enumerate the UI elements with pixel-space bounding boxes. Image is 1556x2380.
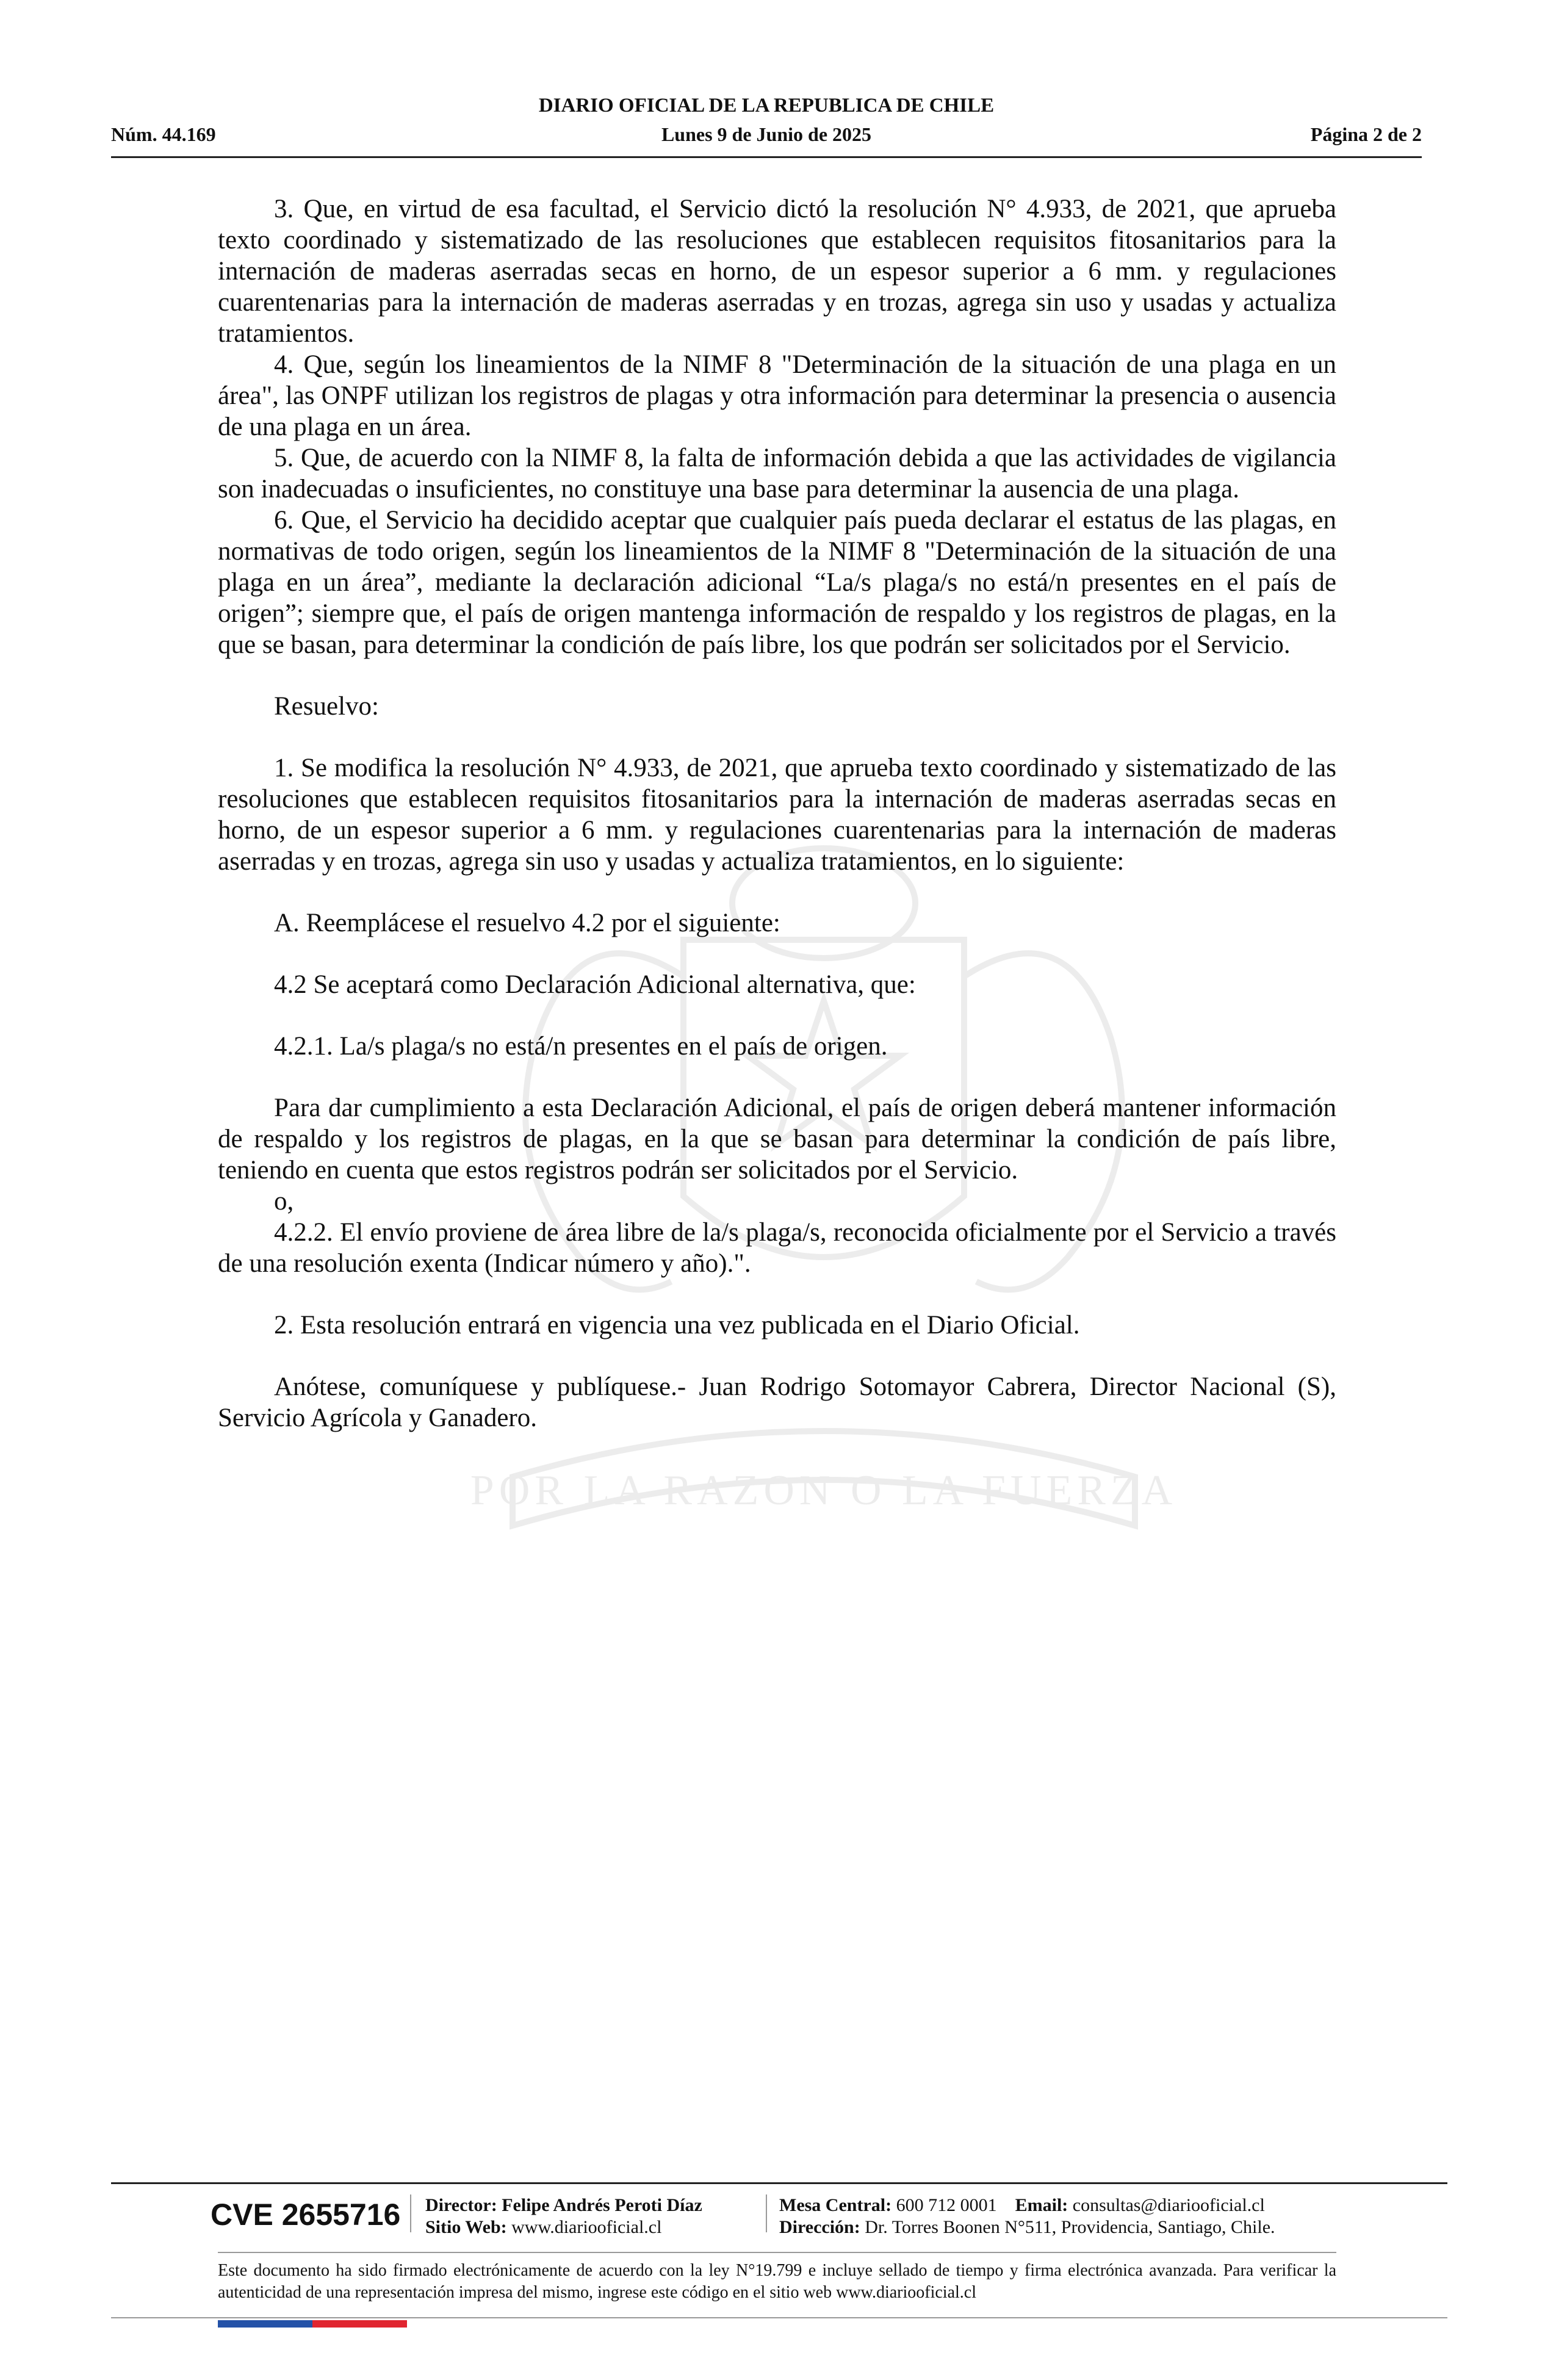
- paragraph-considerando-3: 3. Que, en virtud de esa facultad, el Servicio dictó la resolución N° 4.933, de 2021, que aprueba texto coordinado y sistematizado de las resoluciones que establecen requisitos fitosanitarios para la internación de maderas aserradas secas en horno, de un espesor superior a 6 mm. y regulaciones cuarentenarias para la internación de maderas aserradas y en trozas, agrega sin uso y usadas y actualiza tratamientos.: [218, 195, 1336, 348]
- resolution-item-1: 1. Se modifica la resolución N° 4.933, de 2021, que aprueba texto coordinado y sistematizado de las resoluciones que establecen requisitos fitosanitarios para la internación de maderas aserradas secas en horno, de un espesor superior a 6 mm. y regulaciones cuarentenarias para la internación de maderas aserradas y en trozas, agrega sin uso y usadas y actualiza tratamientos, en lo siguiente:: [218, 754, 1336, 876]
- page-indicator: Página 2 de 2: [1310, 123, 1422, 145]
- item-4-2-2-text: 4.2.2. El envío proviene de área libre de la/s plaga/s, reconocida oficialmente por el Servicio a través de una resolución exenta (Indicar número y año).".: [218, 1218, 1336, 1278]
- email-label: Email:: [1015, 2195, 1068, 2215]
- paragraph-considerando-4: 4. Que, según los lineamientos de la NIMF 8 "Determinación de la situación de una plaga en un área", las ONPF utilizan los registros de plagas y otra información para determinar la presencia o ausencia de una plaga en un área.: [218, 350, 1336, 441]
- item-a-text: A. Reemplácese el resuelvo 4.2 por el siguiente:: [274, 909, 780, 937]
- page-header: [111, 95, 1422, 156]
- web-label: Sitio Web:: [425, 2217, 507, 2237]
- legal-notice: Este documento ha sido firmado electrónicamente de acuerdo con la ley N°19.799 e incluye sellado de tiempo y firma electrónica avanzada. Para verificar la autenticidad de una representación impresa del mismo, ingrese este código en el sitio web www.diariooficial.cl: [218, 2261, 1336, 2302]
- cve-code: CVE 2655716: [211, 2198, 401, 2232]
- footer-separator: [766, 2194, 767, 2232]
- compliance-paragraph: Para dar cumplimiento a esta Declaración Adicional, el país de origen deberá mantener información de respaldo y los registros de plagas, en la que se basan para determinar la condición de país libre, teniendo en cuenta que estos registros podrán ser solicitados por el Servicio.: [218, 1094, 1336, 1185]
- director-name: Felipe Andrés Peroti Díaz: [502, 2195, 702, 2215]
- web-link[interactable]: www.diariooficial.cl: [511, 2217, 662, 2237]
- footer-contact-block: [779, 2194, 1275, 2238]
- publication-title: DIARIO OFICIAL DE LA REPUBLICA DE CHILE: [538, 95, 995, 117]
- closing-signature: Anótese, comuníquese y publíquese.- Juan Rodrigo Sotomayor Cabrera, Director Nacional (S), Servicio Agrícola y Ganadero.: [218, 1372, 1336, 1432]
- paragraph-considerando-5: 5. Que, de acuerdo con la NIMF 8, la falta de información debida a que las actividades de vigilancia son inadecuadas o insuficientes, no constituye una base para determinar la ausencia de una plaga.: [218, 444, 1336, 503]
- item-4-2-1-text: 4.2.1. La/s plaga/s no está/n presentes en el país de origen.: [274, 1032, 888, 1061]
- header-divider: [111, 156, 1422, 158]
- footer-middle-divider: [218, 2252, 1336, 2253]
- mesa-phone: 600 712 0001: [896, 2195, 997, 2215]
- issue-date: Lunes 9 de Junio de 2025: [661, 123, 872, 145]
- footer-top-divider: [111, 2182, 1447, 2184]
- resuelvo-heading: Resuelvo:: [274, 692, 379, 721]
- or-connector: o,: [274, 1187, 294, 1216]
- flag-stripe-red: [312, 2320, 407, 2328]
- footer-bottom-divider: [111, 2317, 1447, 2318]
- director-label: Director:: [425, 2195, 497, 2215]
- issue-number: Núm. 44.169: [111, 123, 216, 145]
- footer-director-block: [425, 2194, 702, 2238]
- email-link[interactable]: consultas@diariooficial.cl: [1072, 2195, 1265, 2215]
- resolution-body: [218, 193, 1336, 1433]
- paragraph-considerando-6: 6. Que, el Servicio ha decidido aceptar que cualquier país pueda declarar el estatus de las plagas, en normativas de todo origen, según los lineamientos de la NIMF 8 "Determinación de la situación de una plaga en un área”, mediante la declaración adicional “La/s plaga/s no está/n presentes en el país de origen”; siempre que, el país de origen mantenga información de respaldo y los registros de plagas, en la que se basan, para determinar la condición de país libre, los que podrán ser solicitados por el Servicio.: [218, 506, 1336, 659]
- address-text: Dr. Torres Boonen N°511, Providencia, Santiago, Chile.: [865, 2217, 1275, 2237]
- flag-stripe-blue: [218, 2320, 312, 2328]
- watermark-motto: POR LA RAZON O LA FUERZA: [470, 1467, 1178, 1514]
- mesa-label: Mesa Central:: [779, 2195, 892, 2215]
- resolution-item-2: 2. Esta resolución entrará en vigencia una vez publicada en el Diario Oficial.: [274, 1311, 1080, 1340]
- address-label: Dirección:: [779, 2217, 860, 2237]
- footer-separator: [410, 2194, 411, 2232]
- item-4-2-text: 4.2 Se aceptará como Declaración Adicional alternativa, que:: [274, 970, 916, 999]
